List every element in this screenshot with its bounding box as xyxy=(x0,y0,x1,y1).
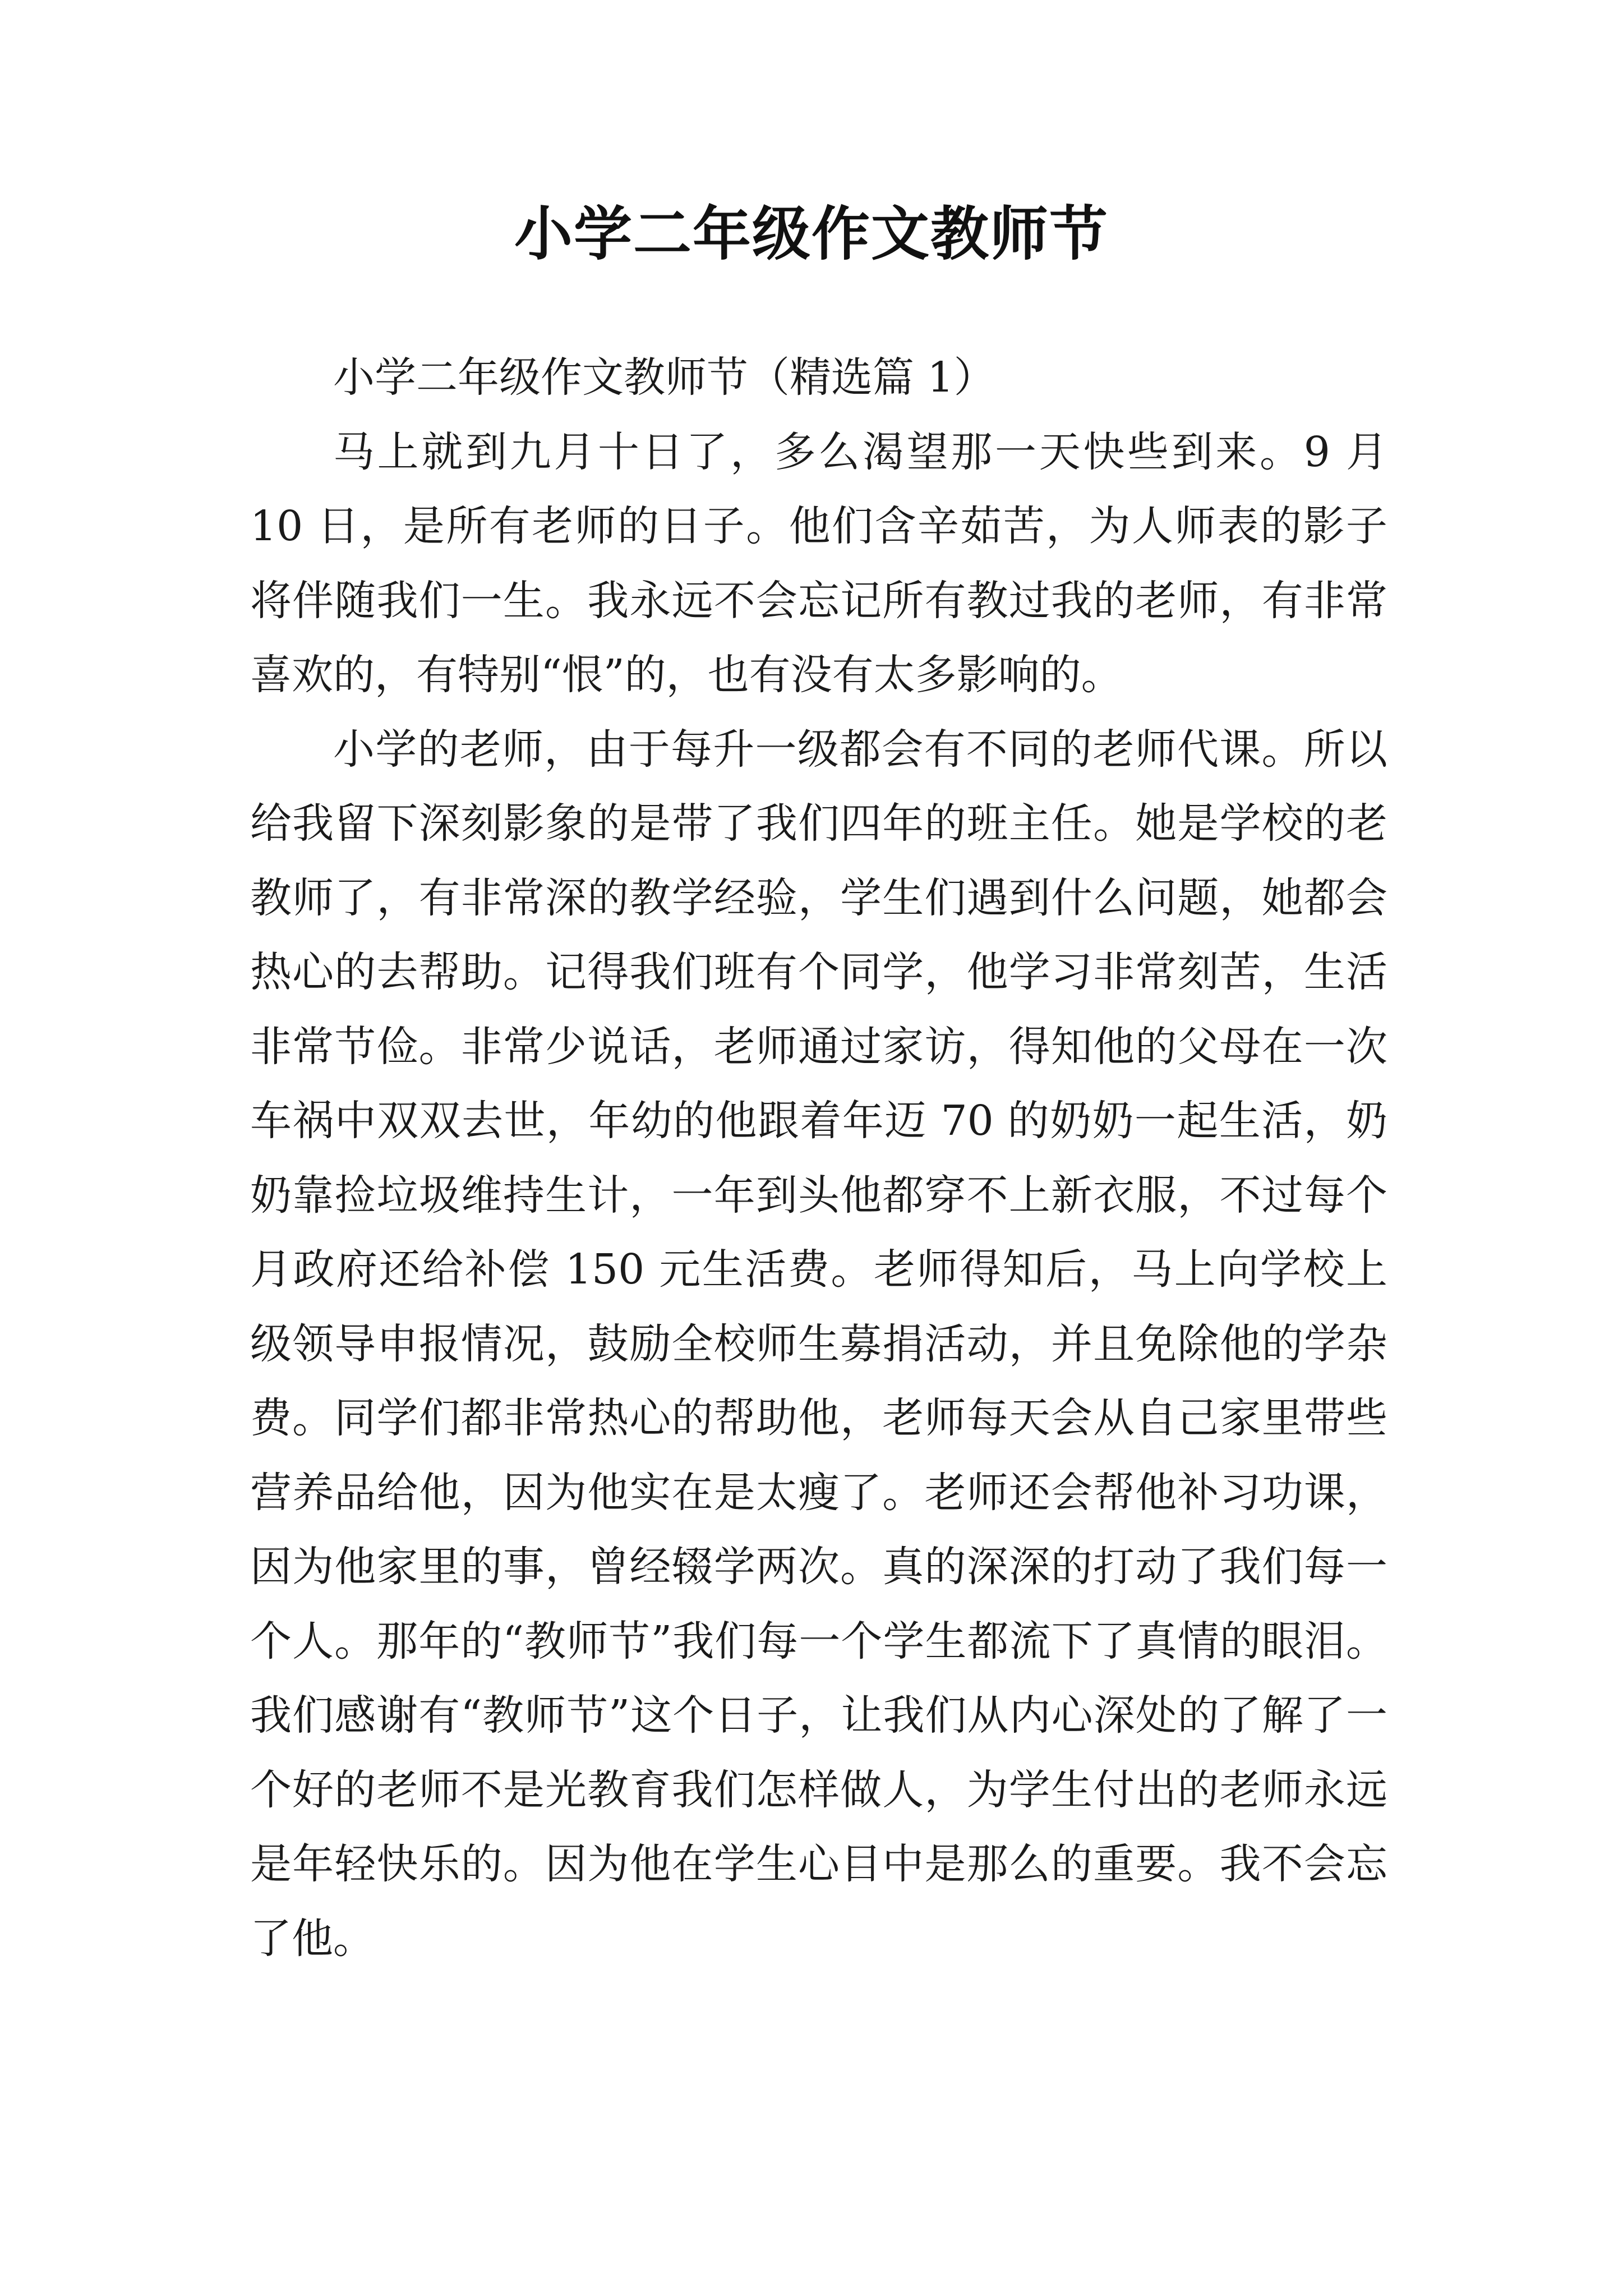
document-body xyxy=(250,341,1387,1976)
paragraph-1: 马上就到九月十日了，多么渴望那一天快些到来。9 月 10 日，是所有老师的日子。他们含辛茹苦，为人师表的影子将伴随我们一生。我永远不会忘记所有教过我的老师，有非常喜欢的，有特别“恨”的，也有没有太多影响的。 xyxy=(250,427,1387,699)
paragraph-2: 小学的老师，由于每升一级都会有不同的老师代课。所以给我留下深刻影象的是带了我们四年的班主任。她是学校的老教师了，有非常深的教学经验，学生们遇到什么问题，她都会热心的去帮助。记得我们班有个同学，他学习非常刻苦，生活非常节俭。非常少说话，老师通过家访，得知他的父母在一次车祸中双双去世，年幼的他跟着年迈 70 的奶奶一起生活，奶奶靠捡垃圾维持生计，一年到头他都穿不上新衣服，不过每个月政府还给补偿 150 元生活费。老师得知后，马上向学校上级领导申报情况，鼓励全校师生募捐活动，并且免除他的学杂费。同学们都非常热心的帮助他，老师每天会从自己家里带些营养品给他，因为他实在是太瘦了。老师还会帮他补习功课，因为他家里的事，曾经辍学两次。真的深深的打动了我们每一个人。那年的“教师节”我们每一个学生都流下了真情的眼泪。我们感谢有“教师节”这个日子，让我们从内心深处的了解了一个好的老师不是光教育我们怎样做人，为学生付出的老师永远是年轻快乐的。因为他在学生心目中是那么的重要。我不会忘了他。 xyxy=(250,725,1387,1963)
document-title: 小学二年级作文教师节 xyxy=(514,199,1109,268)
section-heading: 小学二年级作文教师节（精选篇 1） xyxy=(333,353,995,402)
